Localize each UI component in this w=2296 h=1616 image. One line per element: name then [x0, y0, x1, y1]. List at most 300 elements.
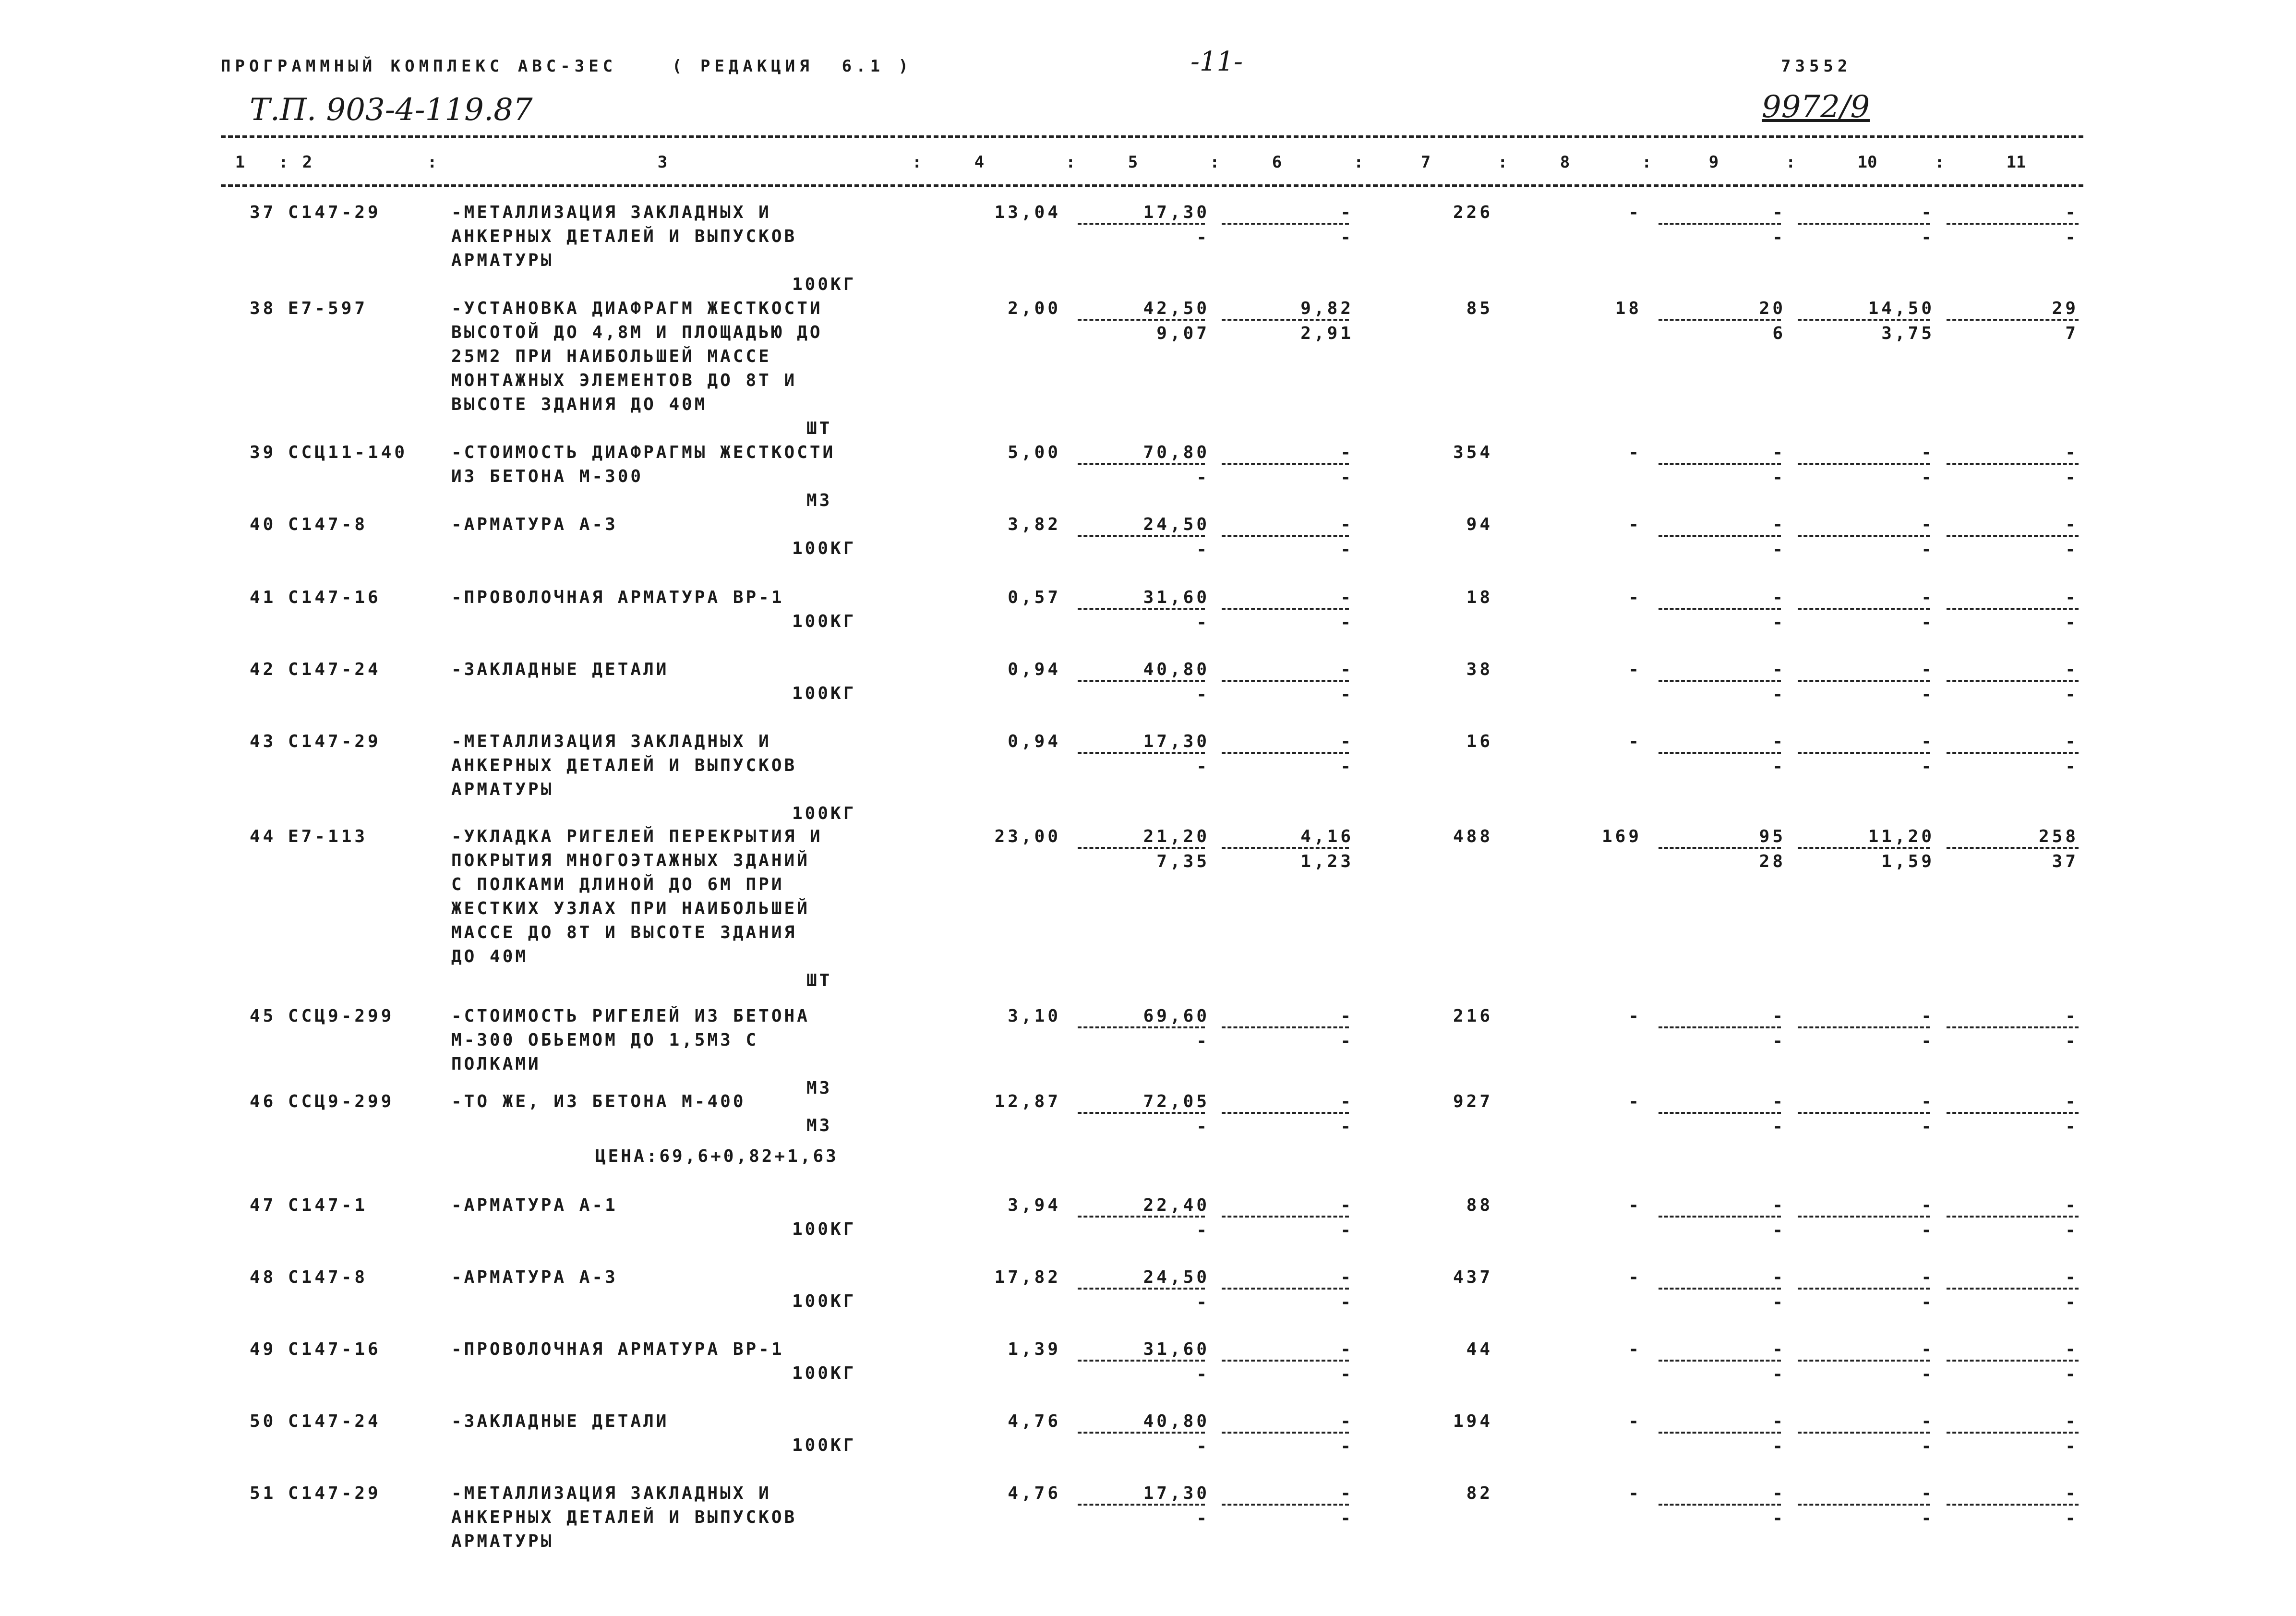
cell-c5b: - — [1196, 540, 1210, 559]
description-line: -УСТАНОВКА ДИАФРАГМ ЖЕСТКОСТИ — [451, 299, 823, 318]
cell-c11: - — [2065, 1006, 2079, 1026]
cell-c10: - — [1921, 203, 1935, 222]
cell-c5: 17,30 — [1143, 732, 1210, 751]
cell-c7: 85 — [1466, 299, 1493, 318]
cell-c11b: - — [2065, 1220, 2079, 1240]
cell-c9b: 6 — [1772, 324, 1786, 343]
unit-of-measure: 100КГ — [792, 1219, 856, 1239]
value-divider — [1078, 752, 1205, 754]
sheet-number: 9972/9 — [1762, 89, 1870, 125]
unit-of-measure: 100КГ — [792, 804, 856, 823]
description-line: -ЗАКЛАДНЫЕ ДЕТАЛИ — [451, 660, 669, 679]
value-divider — [1798, 1112, 1930, 1114]
row-number: 44 — [250, 827, 276, 846]
value-divider — [1222, 847, 1349, 849]
cell-c9b: - — [1772, 228, 1786, 247]
cell-c11: - — [2065, 588, 2079, 607]
cell-c6b: - — [1340, 685, 1354, 704]
value-divider — [1947, 1026, 2079, 1028]
cell-c11: - — [2065, 1267, 2079, 1287]
value-divider — [1078, 463, 1205, 465]
row-number: 42 — [250, 660, 276, 679]
value-divider — [1078, 535, 1205, 537]
cell-c4: 2,00 — [1008, 299, 1061, 318]
value-divider — [1659, 847, 1781, 849]
cell-c5: 24,50 — [1143, 515, 1210, 534]
value-divider — [1798, 1360, 1930, 1362]
cell-c11: - — [2065, 1411, 2079, 1431]
cell-c10: - — [1921, 443, 1935, 462]
cell-c6b: - — [1340, 613, 1354, 632]
cell-c5: 17,30 — [1143, 1483, 1210, 1503]
description-line: -ЗАКЛАДНЫЕ ДЕТАЛИ — [451, 1411, 669, 1431]
value-divider — [1222, 752, 1349, 754]
cell-c9: 95 — [1759, 827, 1786, 846]
column-header-6: 6 — [1272, 153, 1282, 172]
rate-code: С147-16 — [288, 1339, 381, 1359]
cell-c4: 17,82 — [994, 1267, 1061, 1287]
cell-c5b: - — [1196, 1117, 1210, 1136]
rate-code: С147-24 — [288, 660, 381, 679]
value-divider — [1222, 319, 1349, 321]
cell-c8: - — [1628, 515, 1642, 534]
cell-c8: - — [1628, 732, 1642, 751]
cell-c8: - — [1628, 203, 1642, 222]
value-divider — [1078, 1432, 1205, 1434]
value-divider — [1798, 1288, 1930, 1290]
cell-c6b: - — [1340, 1292, 1354, 1312]
cell-c7: 44 — [1466, 1339, 1493, 1359]
cell-c11: - — [2065, 1483, 2079, 1503]
cell-c8: - — [1628, 1267, 1642, 1287]
cell-c9: 20 — [1759, 299, 1786, 318]
cell-c5: 31,60 — [1143, 588, 1210, 607]
cell-c7: 216 — [1453, 1006, 1493, 1026]
cell-c11b: - — [2065, 1117, 2079, 1136]
cell-c5b: - — [1196, 613, 1210, 632]
rate-code: С147-1 — [288, 1195, 368, 1215]
row-number: 39 — [250, 443, 276, 462]
work-description — [451, 1090, 931, 1114]
description-line: М-300 ОБЬЕМОМ ДО 1,5М3 С — [451, 1030, 759, 1050]
description-line: -СТОИМОСТЬ ДИАФРАГМЫ ЖЕСТКОСТИ — [451, 443, 836, 462]
cell-c10b: - — [1921, 1031, 1935, 1051]
value-divider — [1222, 608, 1349, 610]
cell-c10: - — [1921, 1411, 1935, 1431]
cell-c11: 258 — [2038, 827, 2079, 846]
cell-c11: - — [2065, 443, 2079, 462]
cell-c11: - — [2065, 660, 2079, 679]
cell-c6b: 1,23 — [1300, 852, 1354, 871]
column-separator: : — [1354, 153, 1364, 172]
cell-c11: 29 — [2052, 299, 2079, 318]
value-divider — [1798, 1432, 1930, 1434]
rate-code: ССЦ9-299 — [288, 1092, 395, 1111]
cell-c9b: 28 — [1759, 852, 1786, 871]
cell-c7: 437 — [1453, 1267, 1493, 1287]
cell-c5b: - — [1196, 1364, 1210, 1384]
description-line: -АРМАТУРА А-1 — [451, 1195, 618, 1215]
column-header-5: 5 — [1128, 153, 1138, 172]
cell-c10b: - — [1921, 468, 1935, 487]
cell-c5: 24,50 — [1143, 1267, 1210, 1287]
column-separator: : — [278, 153, 289, 172]
row-number: 45 — [250, 1006, 276, 1026]
description-line: АНКЕРНЫХ ДЕТАЛЕЙ И ВЫПУСКОВ — [451, 756, 797, 775]
cell-c7: 82 — [1466, 1483, 1493, 1503]
value-divider — [1222, 1360, 1349, 1362]
cell-c5b: 7,35 — [1156, 852, 1210, 871]
header-rule-top — [221, 135, 2083, 138]
column-separator: : — [1935, 153, 1945, 172]
cell-c9b: - — [1772, 613, 1786, 632]
value-divider — [1947, 1504, 2079, 1506]
row-number: 40 — [250, 515, 276, 534]
value-divider — [1078, 1026, 1205, 1028]
cell-c6b: - — [1340, 1364, 1354, 1384]
cell-c8: - — [1628, 443, 1642, 462]
cell-c11b: - — [2065, 540, 2079, 559]
cell-c9b: - — [1772, 468, 1786, 487]
cell-c4: 23,00 — [994, 827, 1061, 846]
column-separator: : — [1498, 153, 1508, 172]
column-header-4: 4 — [974, 153, 985, 172]
rate-code: С147-29 — [288, 732, 381, 751]
cell-c6: - — [1340, 1092, 1354, 1111]
cell-c9b: - — [1772, 1436, 1786, 1456]
cell-c7: 194 — [1453, 1411, 1493, 1431]
row-number: 50 — [250, 1411, 276, 1431]
cell-c9: - — [1772, 203, 1786, 222]
cell-c5b: 9,07 — [1156, 324, 1210, 343]
value-divider — [1947, 752, 2079, 754]
value-divider — [1947, 1360, 2079, 1362]
value-divider — [1947, 1432, 2079, 1434]
value-divider — [1659, 319, 1781, 321]
cell-c5: 21,20 — [1143, 827, 1210, 846]
value-divider — [1222, 1026, 1349, 1028]
cell-c6b: - — [1340, 1508, 1354, 1528]
cell-c10: - — [1921, 1006, 1935, 1026]
unit-of-measure: 100КГ — [792, 539, 856, 558]
cell-c6: - — [1340, 1411, 1354, 1431]
value-divider — [1659, 608, 1781, 610]
value-divider — [1798, 1216, 1930, 1218]
cell-c9: - — [1772, 443, 1786, 462]
cell-c8: - — [1628, 1411, 1642, 1431]
cell-c6b: - — [1340, 1117, 1354, 1136]
row-number: 51 — [250, 1483, 276, 1503]
project-number: Т.П. 903-4-119.87 — [250, 92, 533, 128]
cell-c5b: - — [1196, 757, 1210, 776]
description-line: ЖЕСТКИХ УЗЛАХ ПРИ НАИБОЛЬШЕЙ — [451, 899, 810, 918]
cell-c11: - — [2065, 1195, 2079, 1215]
cell-c8: - — [1628, 1483, 1642, 1503]
work-description — [451, 1482, 931, 1554]
value-divider — [1078, 223, 1205, 225]
cell-c10: 11,20 — [1868, 827, 1935, 846]
cell-c5b: - — [1196, 468, 1210, 487]
cell-c11b: - — [2065, 1031, 2079, 1051]
page-number: -11- — [1190, 46, 1243, 77]
cell-c10b: - — [1921, 1364, 1935, 1384]
cell-c10b: - — [1921, 540, 1935, 559]
cell-c5b: - — [1196, 1508, 1210, 1528]
cell-c6b: - — [1340, 1031, 1354, 1051]
rate-code: С147-16 — [288, 588, 381, 607]
value-divider — [1798, 463, 1930, 465]
cell-c9: - — [1772, 515, 1786, 534]
rate-code: С147-29 — [288, 1483, 381, 1503]
cell-c9b: - — [1772, 1292, 1786, 1312]
work-description — [451, 658, 931, 682]
cell-c6b: 2,91 — [1300, 324, 1354, 343]
cell-c6: - — [1340, 588, 1354, 607]
edition-label: ( РЕДАКЦИЯ 6.1 ) — [672, 57, 913, 76]
cell-c11b: - — [2065, 1508, 2079, 1528]
cell-c5: 40,80 — [1143, 1411, 1210, 1431]
cell-c5: 17,30 — [1143, 203, 1210, 222]
cell-c4: 3,82 — [1008, 515, 1061, 534]
cell-c6b: - — [1340, 468, 1354, 487]
row-number: 47 — [250, 1195, 276, 1215]
cell-c5: 22,40 — [1143, 1195, 1210, 1215]
cell-c8: 18 — [1615, 299, 1642, 318]
column-separator: : — [1786, 153, 1796, 172]
cell-c5: 70,80 — [1143, 443, 1210, 462]
cell-c6: - — [1340, 1195, 1354, 1215]
cell-c10: 14,50 — [1868, 299, 1935, 318]
cell-c4: 4,76 — [1008, 1483, 1061, 1503]
value-divider — [1659, 1112, 1781, 1114]
value-divider — [1659, 223, 1781, 225]
description-line: ПОЛКАМИ — [451, 1054, 541, 1074]
cell-c4: 3,10 — [1008, 1006, 1061, 1026]
work-description — [451, 825, 931, 969]
column-header-8: 8 — [1560, 153, 1570, 172]
cell-c11: - — [2065, 515, 2079, 534]
work-description — [451, 513, 931, 537]
value-divider — [1659, 463, 1781, 465]
cell-c10: - — [1921, 588, 1935, 607]
value-divider — [1947, 535, 2079, 537]
rate-code: Е7-597 — [288, 299, 368, 318]
description-line: АРМАТУРЫ — [451, 780, 554, 799]
cell-c7: 18 — [1466, 588, 1493, 607]
cell-c4: 12,87 — [994, 1092, 1061, 1111]
description-line: АРМАТУРЫ — [451, 251, 554, 270]
description-line: МОНТАЖНЫХ ЭЛЕМЕНТОВ ДО 8Т И — [451, 371, 797, 390]
unit-of-measure: 100КГ — [792, 1435, 856, 1455]
cell-c9: - — [1772, 1483, 1786, 1503]
cell-c9b: - — [1772, 540, 1786, 559]
cell-c7: 88 — [1466, 1195, 1493, 1215]
cell-c10b: 1,59 — [1881, 852, 1935, 871]
row-number: 49 — [250, 1339, 276, 1359]
description-line: -МЕТАЛЛИЗАЦИЯ ЗАКЛАДНЫХ И — [451, 732, 771, 751]
cell-c5: 40,80 — [1143, 660, 1210, 679]
description-line: -ПРОВОЛОЧНАЯ АРМАТУРА ВР-1 — [451, 588, 784, 607]
cell-c6b: - — [1340, 540, 1354, 559]
work-description — [451, 586, 931, 610]
cell-c9: - — [1772, 588, 1786, 607]
cell-c9: - — [1772, 1339, 1786, 1359]
rate-code: ССЦ9-299 — [288, 1006, 395, 1026]
unit-of-measure: 100КГ — [792, 612, 856, 631]
column-separator: : — [1210, 153, 1220, 172]
value-divider — [1659, 1026, 1781, 1028]
value-divider — [1222, 680, 1349, 682]
cell-c4: 1,39 — [1008, 1339, 1061, 1359]
description-line: -АРМАТУРА А-3 — [451, 1267, 618, 1287]
value-divider — [1078, 1360, 1205, 1362]
description-line: -ТО ЖЕ, ИЗ БЕТОНА М-400 — [451, 1092, 746, 1111]
unit-of-measure: 100КГ — [792, 1291, 856, 1311]
cell-c9b: - — [1772, 1117, 1786, 1136]
cell-c4: 13,04 — [994, 203, 1061, 222]
description-line: ИЗ БЕТОНА М-300 — [451, 467, 644, 486]
value-divider — [1222, 1216, 1349, 1218]
cell-c6: - — [1340, 732, 1354, 751]
column-separator: : — [912, 153, 922, 172]
value-divider — [1798, 535, 1930, 537]
value-divider — [1947, 847, 2079, 849]
description-line: -ПРОВОЛОЧНАЯ АРМАТУРА ВР-1 — [451, 1339, 784, 1359]
rate-code: С147-8 — [288, 515, 368, 534]
cell-c10b: - — [1921, 228, 1935, 247]
value-divider — [1078, 1216, 1205, 1218]
cell-c10: - — [1921, 1483, 1935, 1503]
cell-c8: - — [1628, 1006, 1642, 1026]
cell-c7: 354 — [1453, 443, 1493, 462]
cell-c9: - — [1772, 1267, 1786, 1287]
unit-of-measure: 100КГ — [792, 1363, 856, 1383]
work-description — [451, 1004, 931, 1076]
cell-c7: 94 — [1466, 515, 1493, 534]
value-divider — [1222, 1112, 1349, 1114]
column-header-10: 10 — [1857, 153, 1877, 172]
cell-c10: - — [1921, 732, 1935, 751]
work-description — [451, 730, 931, 802]
value-divider — [1947, 463, 2079, 465]
value-divider — [1659, 1432, 1781, 1434]
cell-c11b: - — [2065, 757, 2079, 776]
value-divider — [1947, 1216, 2079, 1218]
value-divider — [1659, 1504, 1781, 1506]
cell-c10: - — [1921, 1267, 1935, 1287]
cell-c6: - — [1340, 1006, 1354, 1026]
cell-c5: 72,05 — [1143, 1092, 1210, 1111]
cell-c6: - — [1340, 515, 1354, 534]
cell-c4: 0,94 — [1008, 732, 1061, 751]
cell-c11b: 37 — [2052, 852, 2079, 871]
cell-c4: 0,57 — [1008, 588, 1061, 607]
unit-of-measure: ШТ — [806, 971, 832, 990]
value-divider — [1222, 1288, 1349, 1290]
cell-c6: 4,16 — [1300, 827, 1354, 846]
value-divider — [1659, 1216, 1781, 1218]
cell-c11b: - — [2065, 1364, 2079, 1384]
value-divider — [1659, 1360, 1781, 1362]
cell-c6b: - — [1340, 1436, 1354, 1456]
row-number: 38 — [250, 299, 276, 318]
unit-of-measure: М3 — [806, 1078, 832, 1098]
work-description — [451, 1266, 931, 1290]
rate-code: Е7-113 — [288, 827, 368, 846]
cell-c11b: - — [2065, 1436, 2079, 1456]
cell-c8: - — [1628, 1195, 1642, 1215]
rate-code: ССЦ11-140 — [288, 443, 408, 462]
cell-c5b: - — [1196, 685, 1210, 704]
description-line: МАССЕ ДО 8Т И ВЫСОТЕ ЗДАНИЯ — [451, 923, 797, 942]
row-number: 37 — [250, 203, 276, 222]
cell-c6: - — [1340, 1339, 1354, 1359]
description-line: -АРМАТУРА А-3 — [451, 515, 618, 534]
cell-c6b: - — [1340, 1220, 1354, 1240]
cell-c9: - — [1772, 1092, 1786, 1111]
unit-of-measure: М3 — [806, 1116, 832, 1135]
description-line: АРМАТУРЫ — [451, 1532, 554, 1551]
unit-of-measure: М3 — [806, 491, 832, 510]
column-header-3: 3 — [657, 153, 668, 172]
cell-c10: - — [1921, 1092, 1935, 1111]
value-divider — [1078, 847, 1205, 849]
rate-code: С147-8 — [288, 1267, 368, 1287]
cell-c9b: - — [1772, 1508, 1786, 1528]
work-description — [451, 1194, 931, 1218]
row-number: 43 — [250, 732, 276, 751]
cell-c5: 42,50 — [1143, 299, 1210, 318]
value-divider — [1078, 608, 1205, 610]
unit-of-measure: 100КГ — [792, 684, 856, 703]
cell-c10b: - — [1921, 1436, 1935, 1456]
row-number: 46 — [250, 1092, 276, 1111]
column-header-1: 1 — [235, 153, 245, 172]
cell-c5b: - — [1196, 1220, 1210, 1240]
description-line: ВЫСОТЕ ЗДАНИЯ ДО 40М — [451, 395, 708, 414]
cell-c8: - — [1628, 660, 1642, 679]
cell-c9b: - — [1772, 1220, 1786, 1240]
cell-c9: - — [1772, 1411, 1786, 1431]
value-divider — [1078, 1504, 1205, 1506]
cell-c9b: - — [1772, 757, 1786, 776]
cell-c4: 0,94 — [1008, 660, 1061, 679]
unit-of-measure: ШТ — [806, 419, 832, 438]
description-line: -СТОИМОСТЬ РИГЕЛЕЙ ИЗ БЕТОНА — [451, 1006, 810, 1026]
work-description — [451, 441, 931, 489]
cell-c9: - — [1772, 1195, 1786, 1215]
value-divider — [1078, 680, 1205, 682]
cell-c4: 5,00 — [1008, 443, 1061, 462]
column-separator: : — [1066, 153, 1076, 172]
cell-c6: - — [1340, 1267, 1354, 1287]
cell-c10: - — [1921, 515, 1935, 534]
value-divider — [1222, 1432, 1349, 1434]
price-note: ЦЕНА:69,6+0,82+1,63 — [595, 1146, 839, 1166]
column-header-2: 2 — [302, 153, 313, 172]
value-divider — [1659, 535, 1781, 537]
column-header-7: 7 — [1420, 153, 1431, 172]
cell-c11b: - — [2065, 228, 2079, 247]
work-description — [451, 297, 931, 417]
description-line: С ПОЛКАМИ ДЛИНОЙ ДО 6М ПРИ — [451, 875, 784, 894]
cell-c10: - — [1921, 1195, 1935, 1215]
description-line: ВЫСОТОЙ ДО 4,8М И ПЛОЩАДЬЮ ДО — [451, 323, 823, 342]
cell-c4: 3,94 — [1008, 1195, 1061, 1215]
value-divider — [1222, 463, 1349, 465]
cell-c7: 488 — [1453, 827, 1493, 846]
value-divider — [1222, 1504, 1349, 1506]
